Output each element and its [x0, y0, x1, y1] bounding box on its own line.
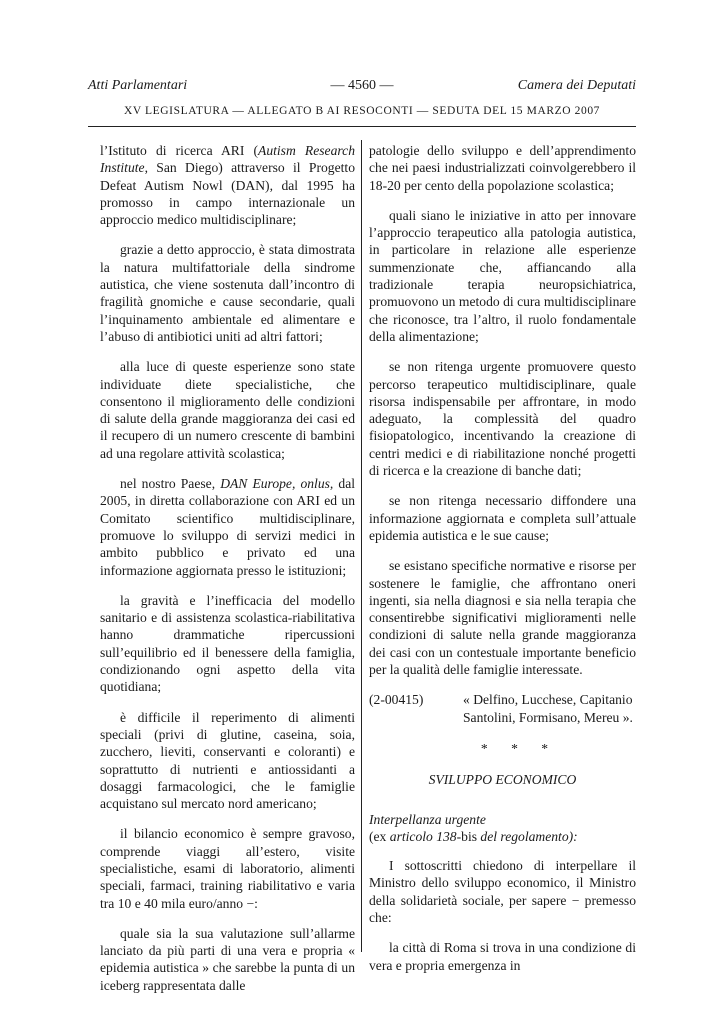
interpellation-code: (2-00415) [369, 692, 424, 708]
page-number: — 4560 — [330, 78, 394, 93]
running-header [88, 78, 636, 98]
paragraph: nel nostro Paese, DAN Europe, onlus, dal 2005, in diretta collaborazione con ARI ed un Comitato scientifico multidisciplinare, promuove lo sviluppo di servizi medici in ambito pubblico e privato ed una informazione aggiornata presso le istituzioni; [100, 476, 355, 578]
paragraph: la gravità e l’inefficacia del modello sanitario e di assistenza scolastica-riabilitativa hanno drammatiche ripercussioni sull’equilibrio ed il benessere della famiglia, condizionando ogni aspetto della vita quotidiana; [100, 592, 355, 695]
header-left: Atti Parlamentari [88, 78, 188, 93]
paragraph: I sottoscritti chiedono di interpellare il Ministro dello sviluppo economico, il Ministro della solidarietà sociale, per sapere − premesso che: [369, 858, 636, 925]
section-title: SVILUPPO ECONOMICO [428, 772, 577, 788]
signatories-line-2: Santolini, Formisano, Mereu ». [463, 709, 633, 725]
paragraph: è difficile il reperimento di alimenti speciali (privi di glutine, caseina, soia, zucchero, lieviti, conservanti e coloranti) e soprattutto di nutrienti e antiossidanti a dosaggi farmacologici, che le famiglie acquistano sul mercato nord americano; [100, 709, 355, 812]
signatories [369, 691, 636, 726]
right-column [369, 142, 636, 987]
paragraph: se non ritenga urgente promuovere questo percorso terapeutico multidisciplinare, quale risorsa indispensabile per affrontare, in modo adeguato, la complessità del quadro fisiopatologico, incentivando la creazione di centri medici e di riabilitazione nonché progetti di ricerca e la creazione di banche dati; [369, 359, 636, 479]
paragraph: il bilancio economico è sempre gravoso, comprende viaggi all’estero, visite specialistiche, esami di laboratorio, alimenti speciali, farmaci, training riabilitativo e varia tra 10 e 40 mila euro/anno −: [100, 826, 355, 911]
subheading-type: Interpellanza urgente [369, 811, 486, 827]
left-column [100, 142, 355, 1007]
paragraph: l’Istituto di ricerca ARI (Autism Research Institute, San Diego) attraverso il Progetto Defeat Autism Nowl (DAN), dal 1995 ha promosso in campo internazionale un approccio medico multidisciplinare; [100, 143, 355, 228]
paragraph: la città di Roma si trova in una condizione di vera e propria emergenza in [369, 940, 636, 973]
paragraph: quale sia la sua valutazione sull’allarme lanciato da più parti di una vera e propria « epidemia autistica » che sarebbe la punta di un iceberg rappresentata dalle [100, 925, 355, 993]
paragraph: quali siano le iniziative in atto per innovare l’approccio terapeutico alla patologia autistica, in particolare in relazione alle esperienze summenzionate che, affiancando alla tradizionale terapia neuropsichiatrica, promuovono un metodo di cura multidisciplinare che riconosce, tra l’altro, il ruolo fondamentale della alimentazione; [369, 207, 636, 344]
paragraph: grazie a detto approccio, è stata dimostrata la natura multifattoriale della sindrome autistica, che viene sostenuta dall’incontro di fragilità gnomiche e cause secondarie, quali l’inquinamento ambientale ed alimentare e l’abuso di antibiotici uniti ad altri fattori; [100, 242, 355, 344]
column-divider [361, 140, 362, 952]
paragraph: se non ritenga necessario diffondere una informazione aggiornata e completa sull’attuale epidemia autistica e le sue cause; [369, 493, 636, 543]
subheading-article: (ex articolo 138-bis del regolamento): [369, 828, 578, 844]
paragraph: patologie dello sviluppo e dell’apprendimento che nei paesi industrializzati coinvolgerebbero il 18-20 per cento della popolazione scolastica; [369, 143, 636, 193]
paragraph: alla luce di queste esperienze sono state individuate diete specialistiche, che consentono il miglioramento delle condizioni di salute della grande maggioranza dei casi ed il recupero di un numero crescente di bambini ad una regolare attività scolastica; [100, 359, 355, 461]
header-subtitle: XV LEGISLATURA — ALLEGATO B AI RESOCONTI — SEDUTA DEL 15 MARZO 2007 [123, 105, 601, 117]
signatories-line-1: « Delfino, Lucchese, Capitanio [463, 692, 633, 708]
header-right: Camera dei Deputati [517, 78, 636, 93]
paragraph: se esistano specifiche normative e risorse per sostenere le famiglie, che affrontano oneri ingenti, sia nella diagnosi e sia nella terapia che consentirebbe significativi miglioramenti nelle condizioni di salute nella grande maggioranza dei casi con un contestuale importante beneficio per la qualità delle famiglie interessate. [369, 558, 636, 678]
header-rule [88, 126, 636, 127]
section-separator: * * * [480, 740, 559, 756]
